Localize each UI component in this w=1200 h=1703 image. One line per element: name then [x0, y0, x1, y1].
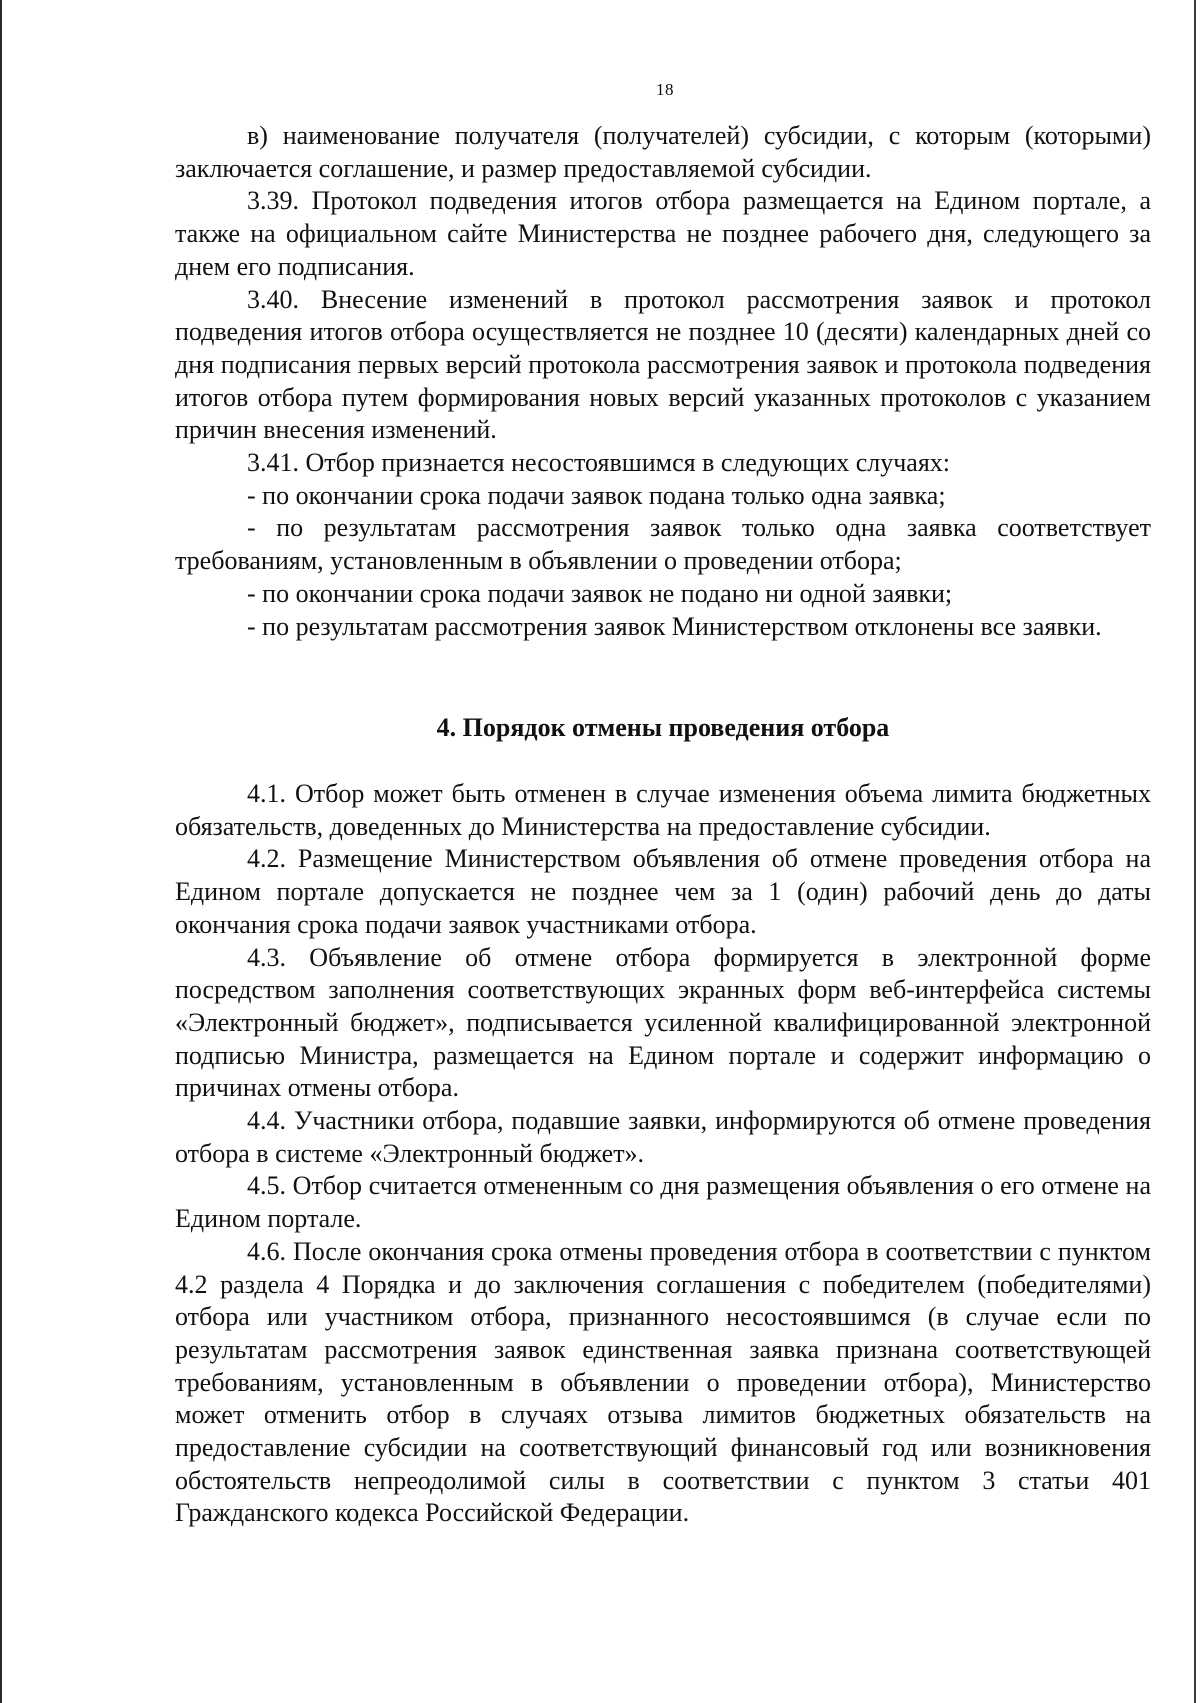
section-4-body [175, 778, 1151, 1530]
list-item-one-compliant: - по результатам рассмотрения заявок только одна заявка соответствует требованиям, установленным в объявлении о проведении отбора; [175, 513, 1151, 576]
paragraph-4-1: 4.1. Отбор может быть отменен в случае изменения объема лимита бюджетных обязательств, доведенных до Министерства на предоставление субсидии. [175, 779, 1151, 841]
paragraph-4-6: 4.6. После окончания срока отмены проведения отбора в соответствии с пунктом 4.2 раздела 4 Порядка и до заключения соглашения с победителем (победителями) отбора или участником отбора, признанного несостоявшимся (в случае если по результатам рассмотрения заявок единственная заявка признана соответствующей требованиям, установленным в объявлении о проведении отбора), Министерство может отменить отбор в случаях отзыва лимитов бюджетных обязательств на предоставление субсидии на соответствующий финансовый год или возникновения обстоятельств непреодолимой силы в соответствии с пунктом 3 статьи 401 Гражданского кодекса Российской Федерации. [175, 1236, 1151, 1528]
paragraph-3-41: 3.41. Отбор признается несостоявшимся в следующих случаях: [247, 448, 951, 478]
section-4-heading: 4. Порядок отмены проведения отбора [436, 713, 890, 742]
list-item-one-application: - по окончании срока подачи заявок подана только одна заявка; [247, 480, 946, 510]
list-item-all-rejected: - по результатам рассмотрения заявок Министерством отклонены все заявки. [247, 611, 1102, 641]
paragraph-3-38-v: в) наименование получателя (получателей) субсидии, с которым (которыми) заключается соглашение, и размер предоставляемой субсидии. [175, 121, 1151, 183]
section-3-continuation [175, 120, 1151, 643]
paragraph-3-40: 3.40. Внесение изменений в протокол рассмотрения заявок и протокол подведения итогов отбора осуществляется не позднее 10 (десяти) календарных дней со дня подписания первых версий протокола рассмотрения заявок и протокола подведения итогов отбора путем формирования новых версий указанных протоколов с указанием причин внесения изменений. [175, 284, 1151, 445]
list-item-no-applications: - по окончании срока подачи заявок не подано ни одной заявки; [247, 578, 953, 608]
paragraph-4-5: 4.5. Отбор считается отмененным со дня размещения объявления о его отмене на Едином портале. [175, 1171, 1151, 1234]
paragraph-4-2: 4.2. Размещение Министерством объявления об отмене проведения отбора на Едином портале допускается не позднее чем за 1 (один) рабочий день до даты окончания срока подачи заявок участниками отбора. [175, 844, 1151, 939]
scan-left-edge [0, 0, 2, 1703]
paragraph-3-39: 3.39. Протокол подведения итогов отбора размещается на Едином портале, а также на официальном сайте Министерства не позднее рабочего дня, следующего за днем его подписания. [175, 186, 1151, 281]
scan-right-edge [1194, 0, 1196, 1703]
paragraph-4-4: 4.4. Участники отбора, подавшие заявки, информируются об отмене проведения отбора в системе «Электронный бюджет». [175, 1106, 1151, 1168]
page-number: 18 [656, 80, 674, 99]
paragraph-4-3: 4.3. Объявление об отмене отбора формируется в электронной форме посредством заполнения соответствующих экранных форм веб-интерфейса системы «Электронный бюджет», подписывается усиленной квалифицированной электронной подписью Министра, размещается на Едином портале и содержит информацию о причинах отмены отбора. [175, 942, 1151, 1103]
